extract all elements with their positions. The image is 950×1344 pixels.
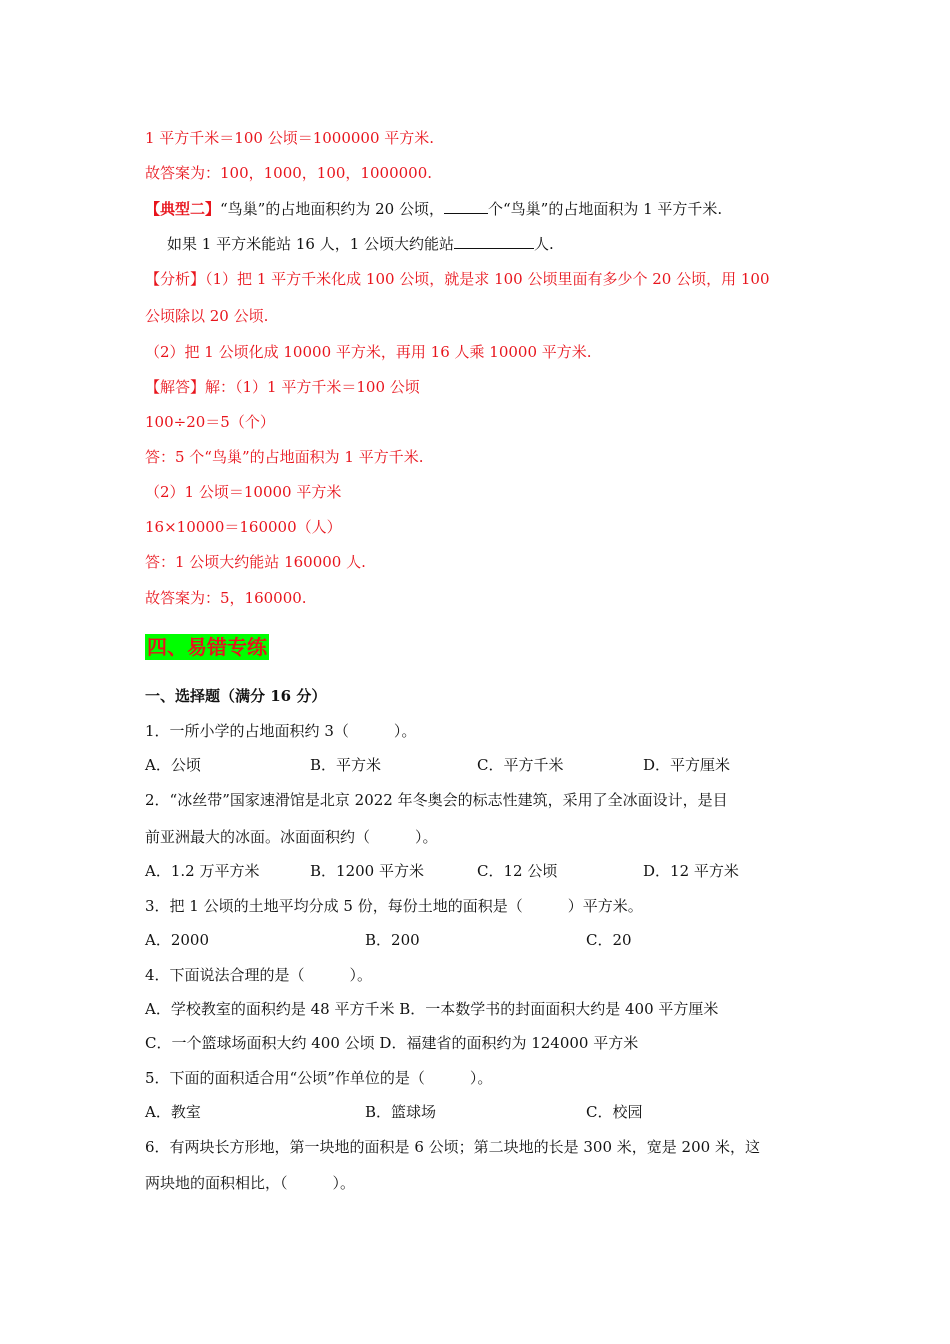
q2-option-d: D．12 平方米 bbox=[643, 862, 739, 880]
q3-option-b: B．200 bbox=[365, 931, 420, 949]
question-1: 1．一所小学的占地面积约 3（ ）。 bbox=[145, 722, 417, 740]
question-3-options bbox=[145, 929, 632, 951]
q1-option-c: C．平方千米 bbox=[477, 756, 564, 774]
question-4: 4．下面说法合理的是（ ）。 bbox=[145, 966, 373, 984]
q5-option-c: C．校园 bbox=[586, 1103, 643, 1121]
analysis-line-3: （2）把 1 公顷化成 10000 平方米，再用 16 人乘 10000 平方米. bbox=[145, 343, 592, 361]
answer-blank-2 bbox=[454, 232, 534, 249]
question-2-line-1: 2．“冰丝带”国家速滑馆是北京 2022 年冬奥会的标志性建筑，采用了全冰面设计，是目 bbox=[145, 791, 728, 809]
solution-intro: 解：（1）1 平方千米＝100 公顷 bbox=[205, 378, 420, 396]
part-title: 一、选择题（满分 16 分） bbox=[145, 687, 327, 705]
question-2-line-2: 前亚洲最大的冰面。冰面面积约（ ）。 bbox=[145, 828, 438, 846]
question-6-line-1: 6．有两块长方形地，第一块地的面积是 6 公顷；第二块地的长是 300 米，宽是 200 米，这 bbox=[145, 1138, 760, 1156]
q2-option-c: C．12 公顷 bbox=[477, 862, 558, 880]
section-heading: 四、易错专练 bbox=[147, 635, 267, 659]
analysis-text-1a: （1）把 1 平方千米化成 100 公顷，就是求 100 公顷里面有多少个 20 公顷，用 100 bbox=[205, 270, 770, 288]
question-5: 5．下面的面积适合用“公顷”作单位的是（ ）。 bbox=[145, 1069, 493, 1087]
example2-question-line-1 bbox=[145, 197, 722, 220]
solution-line-4: （2）1 公顷＝10000 平方米 bbox=[145, 483, 342, 501]
question-1-options bbox=[145, 754, 730, 776]
analysis-line-1 bbox=[145, 268, 770, 290]
question-3: 3．把 1 公顷的土地平均分成 5 份，每份土地的面积是（ ）平方米。 bbox=[145, 897, 643, 915]
example2-question-line-2 bbox=[167, 232, 554, 255]
q1-option-b: B．平方米 bbox=[310, 756, 382, 774]
question-5-options bbox=[145, 1101, 642, 1123]
question-4-options-line-1: A．学校教室的面积约是 48 平方千米 B．一本数学书的封面面积大约是 400 平方厘米 bbox=[145, 1000, 719, 1018]
q3-option-c: C．20 bbox=[586, 931, 632, 949]
answer-blank-1 bbox=[444, 197, 488, 214]
example2-q2-after: 人. bbox=[534, 235, 554, 253]
solution-line-5: 16×10000＝160000（人） bbox=[145, 518, 342, 536]
q2-option-b: B．1200 平方米 bbox=[310, 862, 424, 880]
question-4-options-line-2: C．一个篮球场面积大约 400 公顷 D．福建省的面积约为 124000 平方米 bbox=[145, 1034, 639, 1052]
solution-line-1 bbox=[145, 376, 420, 398]
analysis-tag: 【分析】 bbox=[145, 270, 206, 288]
question-2-options bbox=[145, 860, 739, 882]
example2-tag: 【典型二】 bbox=[145, 200, 221, 218]
analysis-line-2: 公顷除以 20 公顷. bbox=[145, 307, 269, 325]
example2-q1-before: “鸟巢”的占地面积约为 20 公顷， bbox=[220, 200, 444, 218]
q3-option-a: A．2000 bbox=[145, 931, 210, 949]
solution-line-7: 故答案为：5，160000. bbox=[145, 589, 307, 607]
q2-option-a: A．1.2 万平方米 bbox=[145, 862, 260, 880]
q5-option-b: B．篮球场 bbox=[365, 1103, 437, 1121]
solution-tag: 【解答】 bbox=[145, 378, 206, 396]
q1-option-a: A．公顷 bbox=[145, 756, 201, 774]
q5-option-a: A．教室 bbox=[145, 1103, 201, 1121]
answer-line-2: 故答案为：100，1000，100，1000000. bbox=[145, 164, 433, 182]
example2-q2-before: 如果 1 平方米能站 16 人，1 公顷大约能站 bbox=[167, 235, 455, 253]
q1-option-d: D．平方厘米 bbox=[643, 756, 731, 774]
solution-line-3: 答：5 个“鸟巢”的占地面积为 1 平方千米. bbox=[145, 448, 424, 466]
question-6-line-2: 两块地的面积相比，（ ）。 bbox=[145, 1174, 356, 1192]
solution-line-6: 答：1 公顷大约能站 160000 人. bbox=[145, 553, 366, 571]
solution-line-2: 100÷20＝5（个） bbox=[145, 413, 275, 431]
example2-q1-after: 个“鸟巢”的占地面积为 1 平方千米. bbox=[487, 200, 723, 218]
answer-line-1: 1 平方千米＝100 公顷＝1000000 平方米. bbox=[145, 129, 435, 147]
